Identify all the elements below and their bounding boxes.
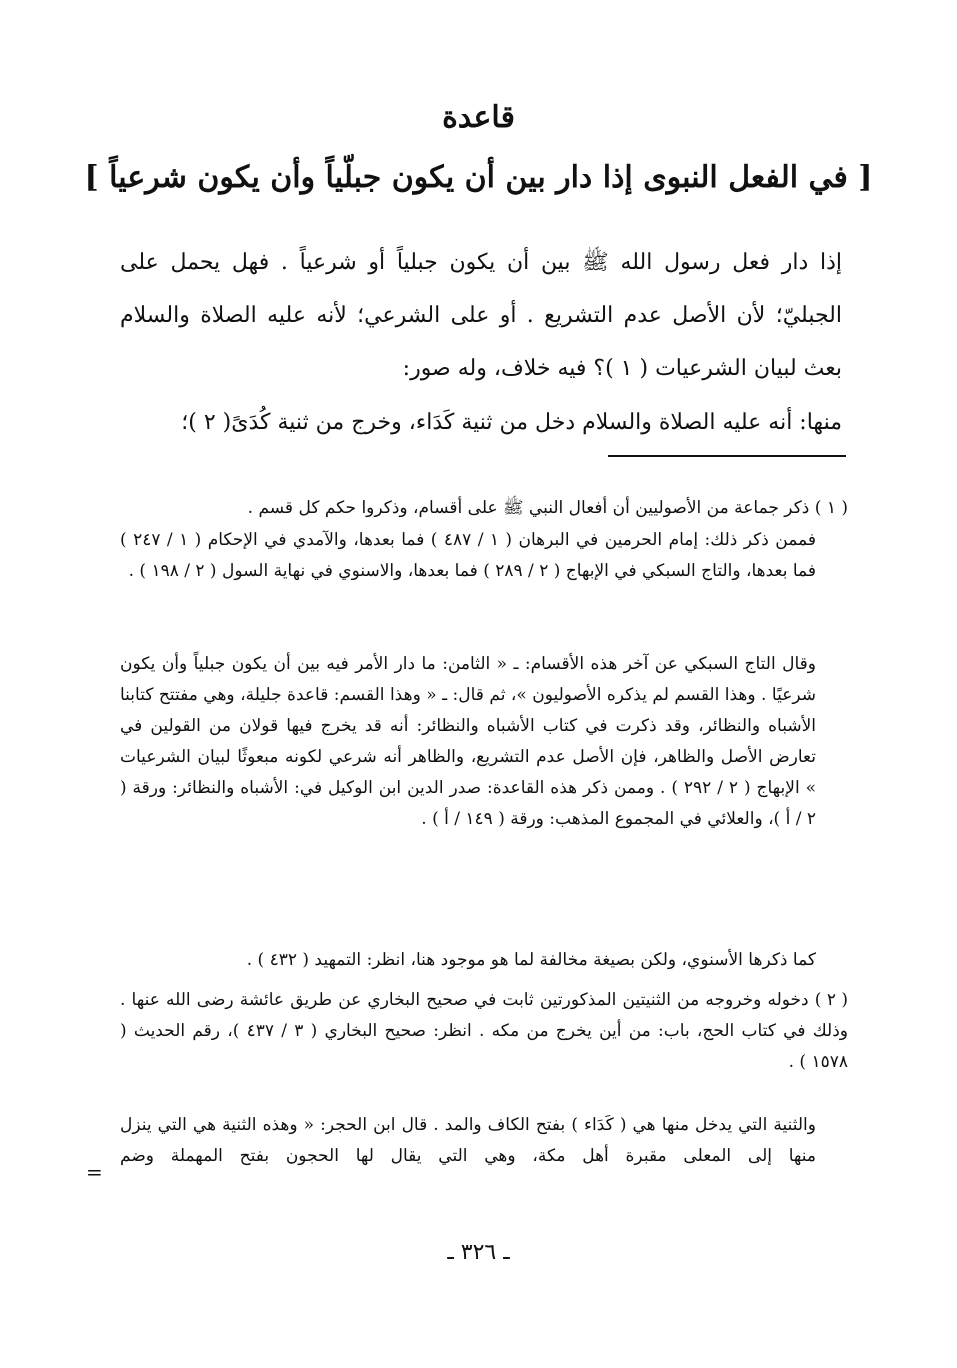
footnote-1-text: ذكر جماعة من الأصوليين أن أفعال النبي ﷺ على أقسام، وذكروا حكم كل قسم .: [247, 498, 810, 518]
section-title: قاعدة: [442, 100, 515, 135]
footnote-1-line-1: [120, 493, 848, 524]
footnote-1-paragraph-4: كما ذكرها الأسنوي، ولكن بصيغة مخالفة لما هو موجود هنا، انظر: التمهيد ( ٤٣٢ ) .: [246, 950, 816, 970]
footnote-2-text: دخوله وخروجه من الثنيتين المذكورتين ثابت في صحيح البخاري عن طريق عائشة رضى الله عنها . وذلك في كتاب الحج، باب: من أين يخرج من مكه . انظر: صحيح البخاري ( ٣ / ٤٣٧ )، رقم الحديث ( ١٥٧٨ ) .: [120, 990, 848, 1072]
footnote-1-paragraph-3: وقال التاج السبكي عن آخر هذه الأقسام: ـ « الثامن: ما دار الأمر فيه بين أن يكون جبلياً وأن يكون شرعيًا . وهذا القسم لم يذكره الأصوليون »، ثم قال: ـ « وهذا القسم: قاعدة جليلة، وهي مفتتح كتابنا الأشباه والنظائر، وقد ذكرت في كتاب الأشباه والنظائر: أنه قد يخرج فيها قولان من القولين في تعارض الأصل والظاهر، فإن الأصل عدم التشريع، والظاهر أنه شرعي لكونه مبعوثًا لبيان الشرعيات » الإبهاج ( ٢ / ٢٩٢ ) . وممن ذكر هذه القاعدة: صدر الدين ابن الوكيل في: الأشباه والنظائر: ورقة ( ٢ / أ )، والعلائي في المجموع المذهب: ورقة ( ١٤٩ / أ ) .: [120, 654, 817, 829]
footnote-2-number: ( ٢ ): [814, 990, 848, 1010]
footnote-2-paragraph-2: والثنية التي يدخل منها هي ( كَدَاء ) بفتح الكاف والمد . قال ابن الحجر: « وهذه الثنية هي التي ينزل منها إلى المعلى مقبرة أهل مكة، وهي التي يقال لها الحجون بفتح المهملة وضم: [120, 1115, 816, 1166]
section-subtitle: [ في الفعل النبوى إذا دار بين أن يكون جبلّياً وأن يكون شرعياً ]: [84, 160, 873, 195]
footnote-1-number: ( ١ ): [814, 498, 848, 518]
footnote-1-paragraph-2: فممن ذكر ذلك: إمام الحرمين في البرهان ( ١ / ٤٨٧ ) فما بعدها، والآمدي في الإحكام ( ١ / ٢٤٧ ) فما بعدها، والتاج السبكي في الإبهاج ( ٢ / ٢٨٩ ) فما بعدها، والاسنوي في نهاية السول ( ٢ / ١٩٨ ) .: [120, 530, 816, 581]
footnote-2-paragraph-1: [120, 985, 848, 1078]
footnote-separator: [608, 455, 846, 457]
body-paragraph-1: إذا دار فعل رسول الله ﷺ بين أن يكون جبلياً أو شرعياً . فهل يحمل على الجبليّ؛ لأن الأصل عدم التشريع . أو على الشرعي؛ لأنه عليه الصلاة والسلام بعث لبيان الشرعيات ( ١ )؟ فيه خلاف، وله صور:: [120, 250, 842, 381]
page-number: ـ ٣٢٦ ـ: [447, 1240, 510, 1265]
body-paragraph-2: منها: أنه عليه الصلاة والسلام دخل من ثنية كَدَاء، وخرج من ثنية كُدَىً( ٢ )؛: [181, 410, 842, 435]
continuation-mark: =: [86, 1160, 103, 1184]
